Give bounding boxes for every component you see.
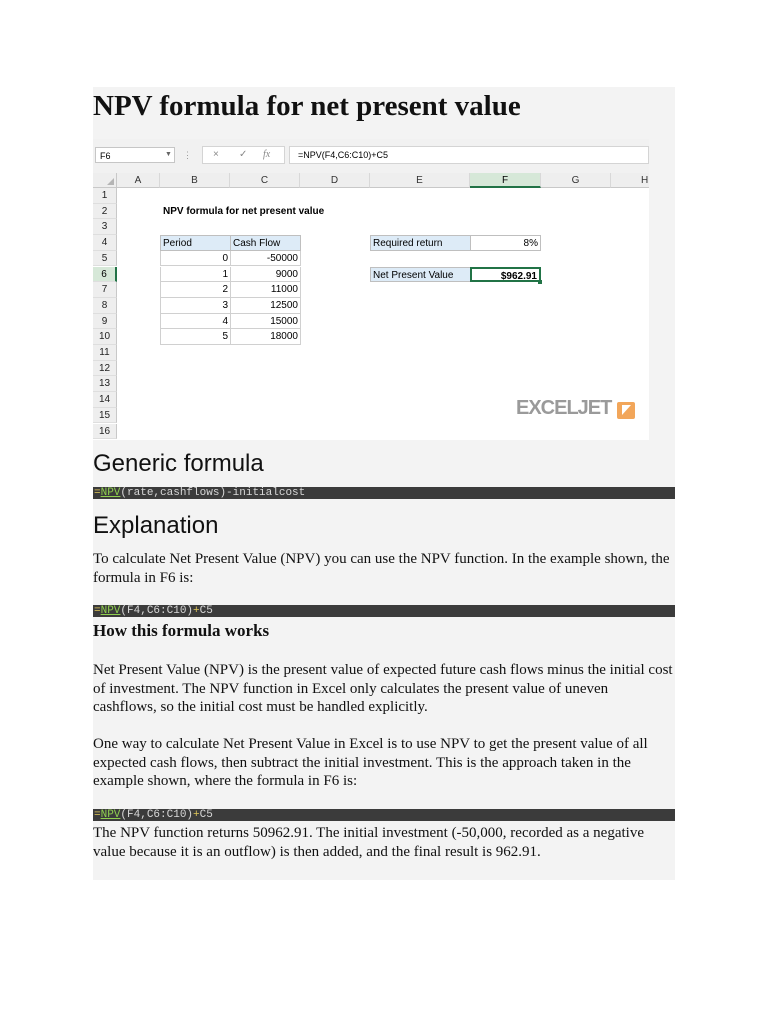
row-header[interactable]: 9 <box>93 314 117 330</box>
column-header-a[interactable]: A <box>117 173 160 188</box>
formula-code <box>93 605 675 617</box>
row-header[interactable]: 8 <box>93 298 117 314</box>
row-header[interactable]: 5 <box>93 251 117 267</box>
page-title: NPV formula for net present value <box>93 90 521 122</box>
required-return-label[interactable]: Required return <box>370 235 471 251</box>
table-cell-cash-flow[interactable]: -50000 <box>230 251 301 267</box>
row-header[interactable]: 3 <box>93 219 117 235</box>
row-header[interactable]: 14 <box>93 392 117 408</box>
column-header-c[interactable]: C <box>230 173 300 188</box>
code-arguments: (F4,C6:C10) <box>120 809 194 821</box>
row-header[interactable]: 11 <box>93 345 117 361</box>
table-cell-period[interactable]: 3 <box>160 298 231 314</box>
row-header[interactable]: 7 <box>93 282 117 298</box>
chevron-down-icon[interactable]: ▼ <box>165 151 172 158</box>
code-arguments: (F4,C6:C10) <box>120 605 194 617</box>
column-header-h[interactable]: H <box>611 173 649 188</box>
fill-handle[interactable] <box>538 280 542 284</box>
column-header-b[interactable]: B <box>160 173 230 188</box>
column-header-f[interactable]: F <box>470 173 541 188</box>
table-header-period[interactable]: Period <box>160 235 231 251</box>
npv-label[interactable]: Net Present Value <box>370 267 471 283</box>
code-reference: C5 <box>199 809 213 821</box>
explanation-paragraph: To calculate Net Present Value (NPV) you can use the NPV function. In the example shown, the formula in F6 is: <box>93 551 670 586</box>
code-equals: = <box>94 809 101 821</box>
code-arguments: (rate,cashflows)-initialcost <box>120 487 306 499</box>
row-header[interactable]: 1 <box>93 188 117 204</box>
cancel-icon[interactable]: × <box>213 149 219 160</box>
table-cell-cash-flow[interactable]: 12500 <box>230 298 301 314</box>
how-formula-works-heading: How this formula works <box>93 621 270 640</box>
table-cell-cash-flow[interactable]: 9000 <box>230 267 301 283</box>
exceljet-logo: EXCELJET <box>516 397 612 419</box>
formula-bar <box>93 139 649 174</box>
required-return-value[interactable]: 8% <box>470 235 541 251</box>
table-cell-cash-flow[interactable]: 11000 <box>230 282 301 298</box>
code-operator: + <box>193 809 200 821</box>
more-icon: ⋮ <box>183 150 192 160</box>
select-all-corner[interactable] <box>93 173 117 188</box>
check-icon[interactable]: ✓ <box>239 149 248 160</box>
npv-result-cell[interactable]: $962.91 <box>470 267 541 283</box>
table-cell-period[interactable]: 2 <box>160 282 231 298</box>
row-header[interactable]: 13 <box>93 376 117 392</box>
how-paragraph-1: Net Present Value (NPV) is the present value of expected future cash flows minus the initial cost of investment. The NPV function in Excel only calculates the present value of uneven cashflows, so the initial cost must be handled explicitly. <box>93 662 673 715</box>
generic-formula-heading: Generic formula <box>93 450 264 477</box>
row-header[interactable]: 16 <box>93 424 117 440</box>
result-paragraph: The NPV function returns 50962.91. The initial investment (-50,000, recorded as a negative value because it is an outflow) is then added, and the final result is 962.91. <box>93 825 644 860</box>
table-cell-cash-flow[interactable]: 15000 <box>230 314 301 330</box>
row-header[interactable]: 4 <box>93 235 117 251</box>
exceljet-logo-mark-icon <box>617 402 635 419</box>
code-function-link[interactable]: NPV <box>100 487 121 499</box>
sheet-heading[interactable]: NPV formula for net present value <box>163 205 325 217</box>
code-reference: C5 <box>199 605 213 617</box>
table-cell-cash-flow[interactable]: 18000 <box>230 329 301 345</box>
name-box[interactable]: F6 <box>95 147 175 163</box>
row-header[interactable]: 12 <box>93 361 117 377</box>
formula-input[interactable]: =NPV(F4,C6:C10)+C5 <box>289 146 649 164</box>
row-header[interactable]: 15 <box>93 408 117 424</box>
generic-formula-code <box>93 487 675 499</box>
table-cell-period[interactable]: 0 <box>160 251 231 267</box>
table-cell-period[interactable]: 1 <box>160 267 231 283</box>
column-header-g[interactable]: G <box>541 173 611 188</box>
table-header-cash-flow[interactable]: Cash Flow <box>230 235 301 251</box>
table-cell-period[interactable]: 4 <box>160 314 231 330</box>
code-function-link[interactable]: NPV <box>100 605 121 617</box>
explanation-heading: Explanation <box>93 512 219 539</box>
how-paragraph-2: One way to calculate Net Present Value in Excel is to use NPV to get the present value of all expected cash flows, then subtract the initial investment. This is the approach taken in the example shown, where the formula in F6 is: <box>93 736 648 789</box>
code-function-link[interactable]: NPV <box>100 809 121 821</box>
spreadsheet-screenshot <box>93 139 649 440</box>
code-operator: + <box>193 605 200 617</box>
column-header-e[interactable]: E <box>370 173 470 188</box>
row-header[interactable]: 2 <box>93 204 117 220</box>
row-header[interactable]: 6 <box>93 267 117 283</box>
code-equals: = <box>94 487 101 499</box>
fx-icon[interactable]: fx <box>263 149 271 160</box>
formula-buttons <box>202 146 285 164</box>
row-header[interactable]: 10 <box>93 329 117 345</box>
formula-code <box>93 809 675 821</box>
column-header-d[interactable]: D <box>300 173 370 188</box>
code-equals: = <box>94 605 101 617</box>
table-cell-period[interactable]: 5 <box>160 329 231 345</box>
